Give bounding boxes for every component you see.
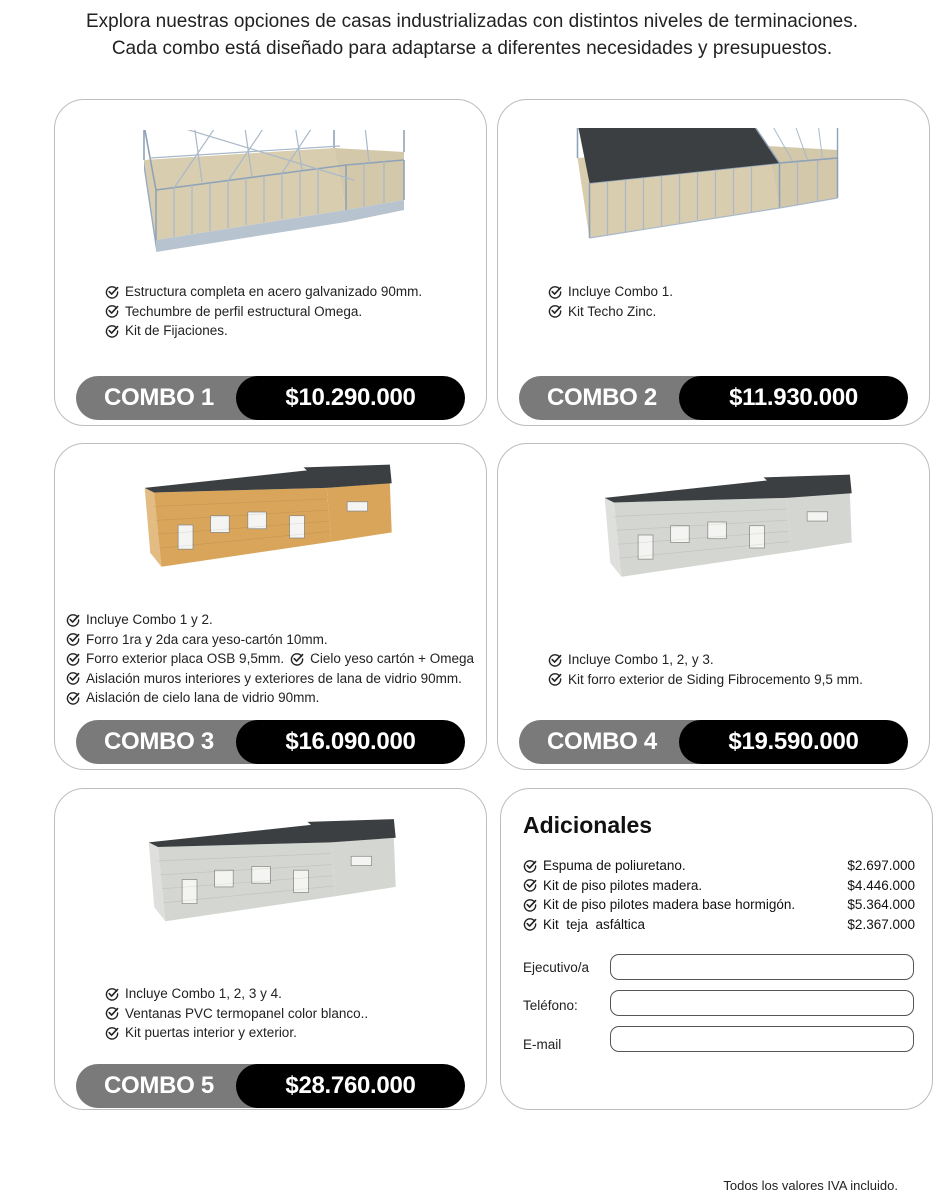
feature-item: Kit Techo Zinc.	[548, 302, 673, 322]
check-icon	[523, 859, 537, 873]
adicional-item: Kit teja asfáltica $2.367.000	[523, 915, 915, 935]
combo-1-features	[105, 282, 422, 341]
combo-5-label: COMBO 5	[76, 1064, 286, 1108]
adicional-item: Kit de piso pilotes madera. $4.446.000	[523, 876, 915, 896]
check-icon	[105, 304, 119, 318]
check-icon	[290, 652, 304, 666]
feature-item: Incluye Combo 1, 2, y 3.	[548, 650, 863, 670]
adicionales-list	[523, 856, 915, 934]
check-icon	[105, 1026, 119, 1040]
combo-5-price: $28.760.000	[236, 1064, 465, 1108]
check-icon	[105, 285, 119, 299]
combo-1-label: COMBO 1	[76, 376, 286, 420]
check-icon	[66, 613, 80, 627]
ejecutivo-field[interactable]	[610, 954, 914, 980]
feature-item: Techumbre de perfil estructural Omega.	[105, 302, 422, 322]
check-icon	[105, 324, 119, 338]
adicionales-title: Adicionales	[523, 812, 653, 838]
combo-2-price: $11.930.000	[679, 376, 908, 420]
intro-text	[0, 8, 944, 62]
check-icon	[66, 652, 80, 666]
combo-2-label: COMBO 2	[519, 376, 729, 420]
check-icon	[523, 898, 537, 912]
check-icon	[66, 671, 80, 685]
feature-item: Incluye Combo 1 y 2.	[66, 610, 474, 630]
combo-4-label: COMBO 4	[519, 720, 729, 764]
combo-5-price-bar	[76, 1064, 465, 1108]
feature-item: Kit forro exterior de Siding Fibrocemento 9,5 mm.	[548, 670, 863, 690]
ejecutivo-label: Ejecutivo/a	[523, 960, 590, 975]
feature-item: Incluye Combo 1.	[548, 282, 673, 302]
combo-4-features	[548, 650, 863, 689]
combo-3-features	[66, 610, 474, 708]
feature-item: Kit de Fijaciones.	[105, 321, 422, 341]
combo-3-price: $16.090.000	[236, 720, 465, 764]
check-icon	[66, 691, 80, 705]
adicional-item: Kit de piso pilotes madera base hormigón. $5.364.000	[523, 895, 915, 915]
iva-footnote: Todos los valores IVA incluido.	[723, 1178, 898, 1193]
check-icon	[548, 653, 562, 667]
intro-line-2: Cada combo está diseñado para adaptarse a diferentes necesidades y presupuestos.	[111, 38, 833, 59]
combo-3-price-bar	[76, 720, 465, 764]
feature-item: Estructura completa en acero galvanizado 90mm.	[105, 282, 422, 302]
feature-item: Incluye Combo 1, 2, 3 y 4.	[105, 984, 368, 1004]
feature-item: Aislación de cielo lana de vidrio 90mm.	[66, 688, 474, 708]
combo-2-price-bar	[519, 376, 908, 420]
combo-3-label: COMBO 3	[76, 720, 286, 764]
adicional-item: Espuma de poliuretano. $2.697.000	[523, 856, 915, 876]
feature-item: Forro exterior placa OSB 9,5mm. Cielo yeso cartón + Omega	[66, 649, 474, 669]
combo-5-features	[105, 984, 368, 1043]
telefono-field[interactable]	[610, 990, 914, 1016]
feature-item: Aislación muros interiores y exteriores de lana de vidrio 90mm.	[66, 669, 474, 689]
combo-5-house-image	[145, 812, 405, 947]
telefono-label: Teléfono:	[523, 998, 578, 1013]
combo-4-house-image	[600, 470, 862, 600]
check-icon	[548, 285, 562, 299]
combo-1-house-image	[134, 130, 414, 270]
combo-4-price: $19.590.000	[679, 720, 908, 764]
check-icon	[548, 304, 562, 318]
combo-4-price-bar	[519, 720, 908, 764]
check-icon	[66, 632, 80, 646]
check-icon	[105, 987, 119, 1001]
feature-item: Kit puertas interior y exterior.	[105, 1023, 368, 1043]
check-icon	[523, 878, 537, 892]
feature-item: Forro 1ra y 2da cara yeso-cartón 10mm.	[66, 630, 474, 650]
combo-1-price-bar	[76, 376, 465, 420]
check-icon	[548, 672, 562, 686]
check-icon	[105, 1006, 119, 1020]
combo-2-house-image	[565, 128, 850, 268]
combo-2-features	[548, 282, 673, 321]
email-label: E-mail	[523, 1037, 562, 1052]
combo-3-house-image	[140, 460, 402, 590]
email-field[interactable]	[610, 1026, 914, 1052]
intro-line-1: Explora nuestras opciones de casas industrializadas con distintos niveles de terminaciones.	[85, 11, 859, 32]
combo-1-price: $10.290.000	[236, 376, 465, 420]
check-icon	[523, 917, 537, 931]
feature-item: Ventanas PVC termopanel color blanco..	[105, 1004, 368, 1024]
